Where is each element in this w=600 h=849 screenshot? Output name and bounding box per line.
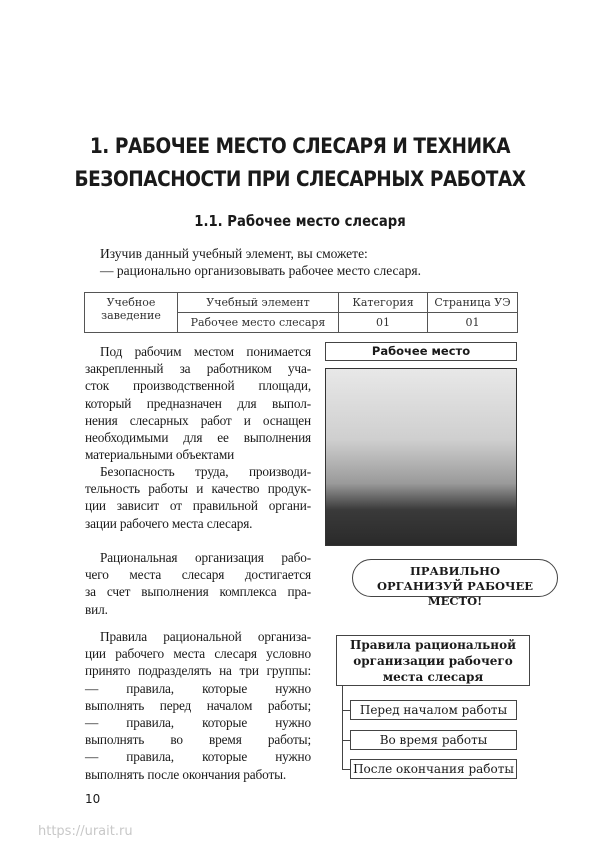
paragraph-line: чего места слесаря достигается [85,567,311,583]
paragraph-line: зации рабочего места слесаря. [85,515,253,531]
paragraph-line: выполнять перед началом работы; [85,697,311,713]
paragraph-line: Под рабочим местом понимается [100,344,311,359]
callout-pill: ПРАВИЛЬНО ОРГАНИЗУЙ РАБОЧЕЕ МЕСТО! [352,559,558,597]
paragraph-line: принято подразделять на три группы: [85,663,311,679]
paragraph [85,343,311,463]
paragraph-line: — правила, которые нужно [85,749,311,765]
paragraph-line: Правила рациональной организа- [100,629,311,644]
intro-text [100,245,421,279]
table-header: Учебный элемент [178,293,339,313]
paragraph-line: необходимыми для ее выполнения [85,430,311,446]
chapter-title-line1: 1. РАБОЧЕЕ МЕСТО СЛЕСАРЯ И ТЕХНИКА [89,134,511,158]
table-cell: 01 [428,313,518,333]
paragraph-line: сток производственной площади, [85,378,311,394]
section-title: 1.1. Рабочее место слесаря [194,212,406,230]
paragraph-line: — правила, которые нужно [85,715,311,731]
intro-line: Изучив данный учебный элемент, вы сможете: [100,246,368,261]
rules-box: Правила рациональной организации рабочего места слесаря [336,635,530,686]
paragraph-line: Безопасность труда, производи- [100,464,311,479]
paragraph [85,549,311,618]
paragraph [85,463,311,532]
paragraph-line: — правила, которые нужно [85,680,311,696]
paragraph-line: который предназначен для выпол- [85,395,311,411]
paragraph-line: закрепленный за работником уча- [85,361,311,377]
table-cell: 01 [339,313,428,333]
paragraph-line: выполнять после окончания работы. [85,766,287,782]
paragraph-line: вил. [85,601,108,617]
workplace-photo [325,368,517,546]
connector-line [342,710,350,711]
table-header: Категория [339,293,428,313]
connector-line [342,686,343,770]
paragraph [85,628,311,783]
paragraph-line: выполнять во время работы; [85,732,311,748]
rule-item: Во время работы [350,730,517,750]
paragraph-line: материальными объектами [85,447,235,463]
table-header: Страница УЭ [428,293,518,313]
paragraph-line: тельность работы и качество продук- [85,481,311,497]
chapter-title-line2: БЕЗОПАСНОСТИ ПРИ СЛЕСАРНЫХ РАБОТАХ [74,167,526,191]
table-header: Учебное заведение [85,293,178,333]
connector-line [342,740,350,741]
paragraph-line: Рациональная организация рабо- [100,550,311,565]
rule-item: После окончания работы [350,759,517,779]
table-cell: Рабочее место слесаря [178,313,339,333]
paragraph-line: нения слесарных работ и оснащен [85,412,311,428]
page-number: 10 [85,792,101,806]
watermark[interactable]: https://urait.ru [38,824,133,839]
paragraph-line: за счет выполнения комплекса пра- [85,584,311,600]
rule-item: Перед началом работы [350,700,517,720]
photo-caption: Рабочее место [325,342,517,361]
paragraph-line: ции рабочего места слесаря условно [85,646,311,662]
info-table [84,292,518,333]
intro-line: — рационально организовывать рабочее место слесаря. [100,263,422,278]
paragraph-line: ции зависит от правильной органи- [85,498,311,514]
connector-line [342,769,350,770]
